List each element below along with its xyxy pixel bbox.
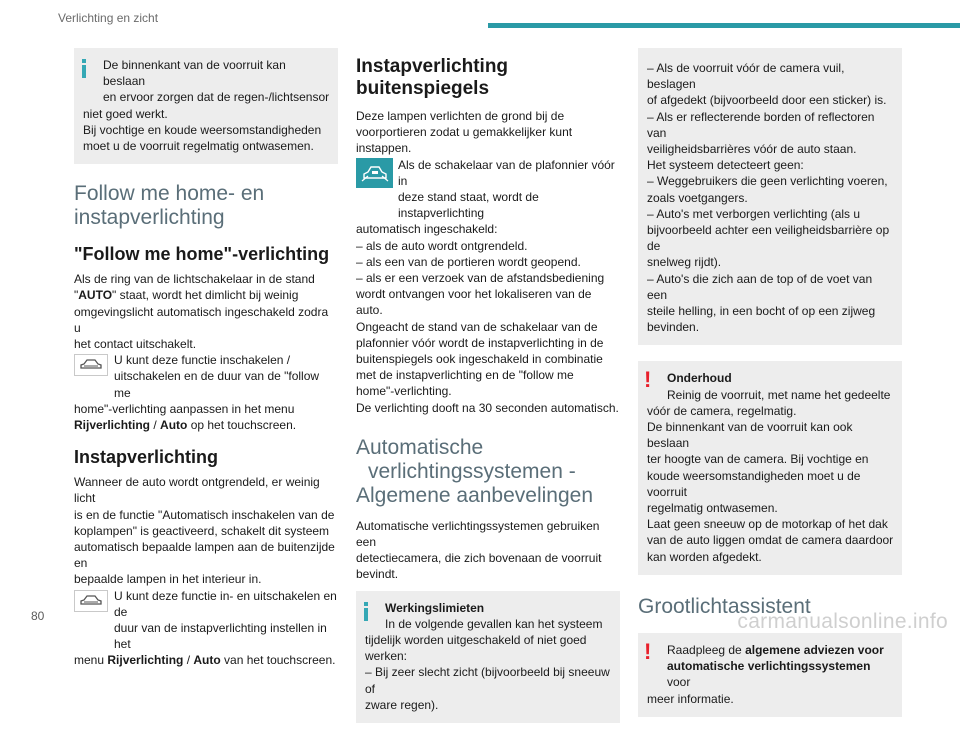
page-number: 80 [31, 609, 45, 623]
touchscreen-setting-follow-me [74, 352, 338, 433]
text-fragment: " staat, wordt het dimlicht bij weinig [112, 288, 299, 303]
body-text: met de instapverlichting en de "follow me [356, 368, 574, 383]
note-text: snelweg rijdt). [647, 255, 722, 270]
note-text: veiligheidsbarrières vóór de auto staan. [647, 142, 857, 157]
note-text: – Auto's met verborgen verlichting (als u [647, 206, 861, 221]
note-text: tijdelijk worden uitgeschakeld of niet goed [365, 633, 587, 648]
text-fragment: menu [74, 653, 108, 668]
body-text: automatisch ingeschakeld: [356, 222, 498, 237]
body-text: deze stand staat, wordt de instapverlichting [398, 190, 539, 221]
body-text: voorportieren zodat u gemakkelijker kunt instappen. [356, 125, 573, 156]
note-text: kan worden afgedekt. [647, 549, 762, 564]
note-text: Reinig de voorruit, met name het gedeelte [667, 387, 891, 402]
note-text: zoals voetgangers. [647, 190, 748, 205]
body-text: het contact uitschakelt. [74, 337, 197, 352]
body-text: Als de ring van de lichtschakelaar in de stand [74, 272, 315, 287]
body-text: U kunt deze functie inschakelen / [114, 353, 291, 368]
warning-icon: ! [644, 367, 652, 393]
section-title-line: instapverlichting [74, 206, 225, 230]
body-text: detectiecamera, die zich bovenaan de voorruit [356, 551, 602, 566]
column-2 [356, 56, 620, 731]
note-title: Werkingslimieten [385, 600, 485, 615]
warning-note-grootlicht [638, 633, 902, 717]
body-text: uitschakelen en de duur van de "follow me [114, 369, 320, 400]
section-title-grootlichtassistent: Grootlichtassistent [638, 594, 811, 618]
section-title-line: verlichtingssystemen - [368, 459, 576, 483]
body-text: koplampen" is geactiveerd, schakelt dit systeem [74, 523, 330, 538]
note-text: niet goed werkt. [83, 106, 168, 121]
note-text: In de volgende gevallen kan het systeem [385, 616, 603, 631]
text-fragment: " [74, 288, 79, 303]
section-title-line: Follow me home- en [74, 182, 265, 206]
menu-separator: / [183, 653, 194, 668]
body-text [74, 287, 338, 303]
list-item: – als een van de portieren wordt geopend. [356, 254, 581, 269]
body-text: bevindt. [356, 567, 399, 582]
text-fragment: voor [667, 675, 691, 690]
body-text: Als de schakelaar van de plafonnier vóór in [398, 157, 615, 188]
note-text: of afgedekt (bijvoorbeeld door een sticker) is. [647, 93, 887, 108]
section-title-follow-me-home [74, 182, 338, 230]
heading-instap-buitenspiegels [356, 56, 620, 100]
note-text: van de auto liggen omdat de camera daardoor [647, 533, 894, 548]
body-text: home"-verlichting aanpassen in het menu [74, 401, 295, 416]
note-text: en ervoor zorgen dat de regen-/lichtsensor [103, 90, 330, 105]
note-text: steile helling, in een bocht of op een zijweg [647, 304, 876, 319]
note-text: – Als de voorruit vóór de camera vuil, beslagen [647, 61, 845, 92]
body-text: Automatische verlichtingssystemen gebruiken een [356, 518, 600, 550]
note-text: bijvoorbeeld achter een veiligheidsbarrière op de [647, 223, 890, 254]
car-icon [74, 590, 108, 612]
menu-path [74, 417, 338, 433]
body-text: home"-verlichting. [356, 384, 452, 399]
note-text: ter hoogte van de camera. Bij vochtige en [647, 452, 869, 467]
heading-line: Instapverlichting [356, 56, 509, 77]
body-text: automatisch bepaalde lampen aan de buitenzijde en [74, 540, 335, 571]
note-text: De binnenkant van de voorruit kan ook beslaan [647, 420, 853, 451]
watermark: carmanualsonline.info [737, 610, 948, 633]
page-header [0, 0, 960, 40]
note-text: zware regen). [365, 697, 439, 712]
body-text: bepaalde lampen in het interieur in. [74, 572, 262, 587]
menu-item-auto: Auto [160, 418, 188, 433]
note-text [647, 642, 894, 658]
info-icon [82, 59, 86, 78]
body-text: duur van de instapverlichting instellen in het [114, 621, 327, 652]
note-text: meer informatie. [647, 691, 734, 706]
note-text: Het systeem detecteert geen: [647, 158, 804, 173]
note-text: – Als er reflecterende borden of reflectoren van [647, 109, 875, 140]
text-fragment: op het touchscreen. [187, 418, 297, 433]
body-text: buitenspiegels ook ingeschakeld in combinatie [356, 352, 603, 367]
list-item: – als er een verzoek van de afstandsbediening [356, 271, 605, 286]
link-like-text: algemene adviezen voor [745, 642, 884, 657]
link-like-text: automatische verlichtingssystemen [667, 659, 871, 674]
heading-instapverlichting: Instapverlichting [74, 447, 219, 468]
menu-separator: / [150, 418, 161, 433]
menu-item-rijverlichting: Rijverlichting [74, 418, 151, 433]
note-text: – Auto's die zich aan de top of de voet van een [647, 271, 873, 302]
text-fragment: van het touchscreen. [220, 653, 336, 668]
header-accent-bar [488, 23, 960, 28]
column-1 [74, 48, 338, 669]
note-text: bevinden. [647, 320, 700, 335]
body-text: Wanneer de auto wordt ontgrendeld, er weinig licht [74, 475, 320, 506]
list-item: – als de auto wordt ontgrendeld. [356, 238, 528, 253]
body-text: wordt ontvangen voor het lokaliseren van de auto. [356, 287, 592, 318]
info-icon [364, 602, 368, 621]
info-note-fogging [74, 48, 338, 164]
heading-follow-me-home: "Follow me home"-verlichting [74, 244, 330, 265]
plafonnier-switch-info [356, 157, 620, 222]
body-text: plafonnier vóór wordt de instapverlichting in de [356, 335, 604, 350]
note-text: koude weersomstandigheden moet u de voorruit [647, 468, 861, 499]
warning-note-maintenance [638, 361, 902, 574]
menu-item-auto: Auto [193, 653, 221, 668]
note-text: werken: [365, 649, 408, 664]
note-text: Bij vochtige en koude weersomstandigheden [83, 122, 322, 137]
note-text: moet u de voorruit regelmatig ontwasemen. [83, 139, 314, 154]
note-text [647, 658, 894, 690]
body-text: Ongeacht de stand van de schakelaar van de [356, 319, 598, 334]
note-text: regelmatig ontwasemen. [647, 501, 778, 516]
section-title-line: Algemene aanbevelingen [356, 483, 594, 507]
auto-label: AUTO [78, 288, 113, 303]
note-title: Onderhoud [667, 371, 732, 386]
body-text: omgevingslicht automatisch ingeschakeld zodra u [74, 304, 329, 335]
note-text: De binnenkant van de voorruit kan beslaan [103, 58, 286, 89]
info-note-limits-continued [638, 48, 902, 345]
section-title-line: Automatische [356, 435, 484, 459]
note-text: vóór de camera, regelmatig. [647, 403, 797, 418]
courtesy-light-icon [356, 158, 393, 188]
touchscreen-setting-instap [74, 588, 338, 669]
header-title: Verlichting en zicht [58, 11, 159, 25]
body-text: U kunt deze functie in- en uitschakelen en de [114, 588, 337, 619]
menu-path [74, 652, 338, 668]
heading-line: buitenspiegels [356, 78, 490, 99]
body-text: is en de functie "Automatisch inschakelen van de [74, 507, 335, 522]
menu-item-rijverlichting: Rijverlichting [107, 653, 184, 668]
car-icon [74, 354, 108, 376]
note-text: Laat geen sneeuw op de motorkap of het dak [647, 517, 888, 532]
note-text: – Bij zeer slecht zicht (bijvoorbeeld bij sneeuw of [365, 665, 610, 696]
note-text: – Weggebruikers die geen verlichting voeren, [647, 174, 888, 189]
body-text: De verlichting dooft na 30 seconden automatisch. [356, 400, 619, 415]
text-fragment: Raadpleeg de [667, 642, 746, 657]
info-note-limits [356, 591, 620, 723]
warning-icon: ! [644, 638, 652, 664]
section-title-auto-lighting [356, 436, 620, 508]
body-text: Deze lampen verlichten de grond bij de [356, 109, 565, 123]
